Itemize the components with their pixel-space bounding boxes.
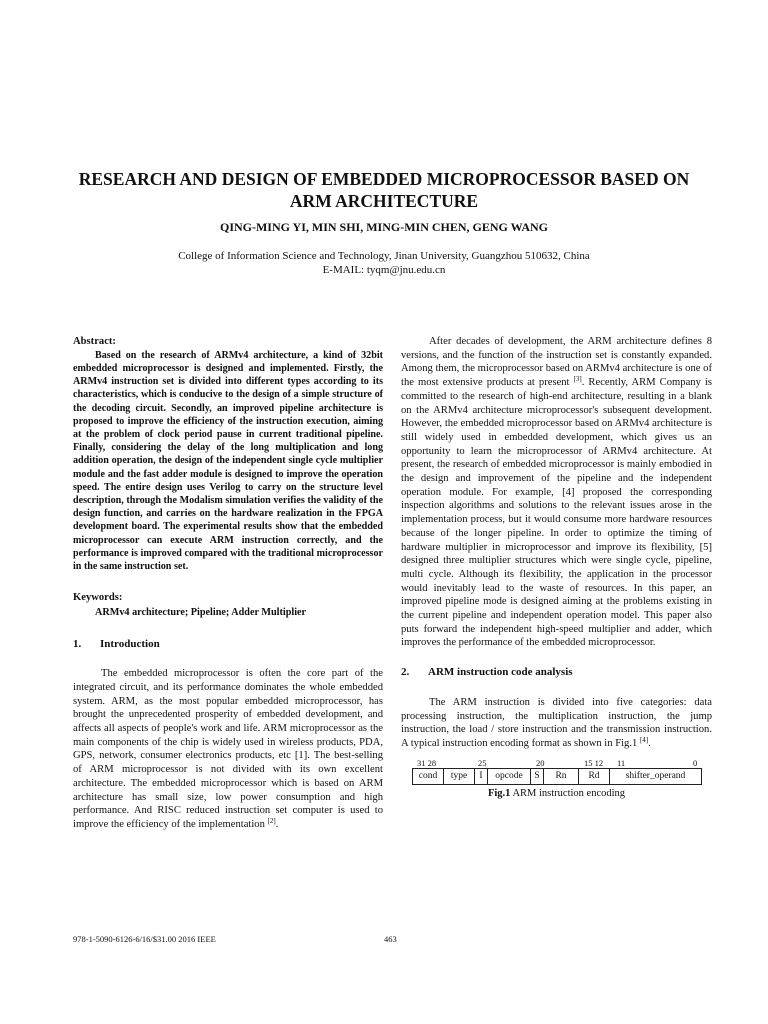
citation: [4]	[639, 735, 649, 744]
section-2-number: 2.	[401, 666, 410, 679]
affiliation: College of Information Science and Technology, Jinan University, Guangzhou 510632, China	[178, 250, 590, 262]
bit-label: 0	[693, 757, 698, 768]
field-cell: S	[531, 768, 544, 785]
bit-label: 25	[478, 757, 487, 768]
section-1-number: 1.	[73, 637, 82, 650]
field-cell: cond	[413, 768, 444, 785]
paragraph-text: The ARM instruction is divided into five categories: data processing instruction, the multiplication instruction, the jump instruction, the load / store instruction and the transmission instruction. A typical instruction encoding format as shown in Fig.1	[401, 696, 712, 749]
paragraph-end: .	[275, 819, 279, 830]
section-2-title: ARM instruction code analysis	[428, 666, 573, 679]
citation: [2]	[267, 817, 276, 825]
affiliation-block	[60, 249, 708, 277]
paragraph-end: .	[648, 737, 651, 749]
keywords-heading: Keywords:	[73, 592, 123, 604]
email: E-MAIL: tyqm@jnu.edu.cn	[322, 264, 446, 276]
abstract-heading: Abstract:	[73, 336, 116, 347]
paper-authors: QING-MING YI, MIN SHI, MING-MIN CHEN, GENG WANG	[219, 220, 548, 234]
field-cell: Rn	[544, 768, 579, 785]
page-number: 463	[384, 934, 397, 944]
bit-position-labels	[401, 757, 712, 768]
right-column	[401, 335, 712, 801]
paragraph-text-cont: . Recently, ARM Company is committed to the research of high-end architecture, resulting in a blank on the ARMv4 architecture microprocessor's subsequent development. However, the embedded microprocessor based on ARMv4 architecture is still widely used in embedded development, which gives us an opportunity to learn the microprocessor of ARMv4 architecture. At present, the research of embedded microprocessor is mainly embodied in the design and improvement of the pipeline and the independent operation module. For example, [4] proposed the corresponding inspection algorithms and solutions to the relevant issues arose in the implementation process, but it would consume more hardware resources because of the longer pipeline. In order to optimize the timing of hardware multiplier in microprocessor and improve its flexibility, [5] designed three multiplier structures which were single cycle, pipeline, multi cycle. Although its flexibility, the application in the processor would inevitably lead to the waste of resources. In this paper, an improved pipeline mode is designed aiming at the problems existing in the current pipeline and independent operation model. This paper also puts forward the independent high-speed multiplier and adder, which improves the performance of the embedded microprocessor.	[401, 377, 712, 649]
left-column	[73, 335, 383, 832]
section-1-heading	[73, 638, 383, 652]
bit-label: 20	[536, 757, 545, 768]
footer-isbn: 978-1-5090-6126-6/16/$31.00 2016 IEEE	[73, 934, 216, 944]
caption-text: ARM instruction encoding	[510, 788, 626, 800]
figure-1	[401, 757, 712, 801]
section-1-paragraph-1	[73, 667, 383, 831]
section-1-paragraph-2	[401, 335, 712, 650]
citation: [3]	[573, 375, 582, 384]
table-row	[413, 768, 702, 785]
bit-label: 11	[617, 757, 626, 768]
bit-label: 15 12	[584, 757, 604, 768]
bit-label: 31 28	[417, 757, 437, 768]
instruction-encoding-table	[412, 768, 702, 786]
keywords-text: ARMv4 architecture; Pipeline; Adder Multiplier	[95, 606, 307, 618]
field-cell: Rd	[579, 768, 610, 785]
section-1-title: Introduction	[100, 637, 160, 650]
section-2-paragraph-1	[401, 696, 712, 751]
field-cell: type	[444, 768, 475, 785]
paragraph-text: The embedded microprocessor is often the core part of the integrated circuit, and its performance dominates the whole embedded system. ARM, as the most popular embedded microprocessor, has brought the unprecedented prosperity of embedded development, and affects all aspects of people's work and life. ARM microprocessor as the main components of the chip is widely used in wireless products, PDA, GPS, network, consumer electronics products, etc [1]. The best-selling of ARM microprocessor is not divided with its own excellent architecture. The embedded microprocessor which is based on ARM architecture has small size, low power consumption and high performance. And RISC reduced instruction set computer is used to improve the efficiency of the implementation	[73, 668, 383, 830]
paper-title: RESEARCH AND DESIGN OF EMBEDDED MICROPROCESSOR BASED ON ARM ARCHITECTURE	[78, 169, 690, 211]
field-cell: shifter_operand	[610, 768, 702, 785]
figure-caption	[401, 787, 712, 801]
abstract-text: Based on the research of ARMv4 architecture, a kind of 32bit embedded microprocessor is designed and implemented. Firstly, the ARMv4 instruction set is divided into different types according to its characteristics, which is conducive to the design of a simple structure of the decoding circuit. Secondly, an improved pipeline architecture is proposed to improve the efficiency of the instruction execution, aiming at the problem of clock period pause in current traditional pipeline. Finally, considering the delay of the long multiplication and long addition operation, the design of the independent single cycle multiplier module and the fast adder module is designed to improve the operation speed. The entire design uses Verilog to carry on the structure level description, through the Modalism simulation verifies the validity of the design function, and carries on the hardware realization in the FPGA development board. The experimental results show that the embedded microprocessor can execute ARM instruction correctly, and the performance is improved compared with the traditional microprocessor in the same instruction set.	[73, 349, 383, 572]
field-cell: I	[475, 768, 488, 785]
paragraph-text: After decades of development, the ARM architecture defines 8 versions, and the function of the instruction set is constantly expanded. Among them, the microprocessor based on ARMv4 architecture is one of the most extensive products at present	[401, 336, 712, 389]
section-2-heading	[401, 666, 712, 680]
caption-label: Fig.1	[487, 788, 511, 800]
field-cell: opcode	[488, 768, 531, 785]
